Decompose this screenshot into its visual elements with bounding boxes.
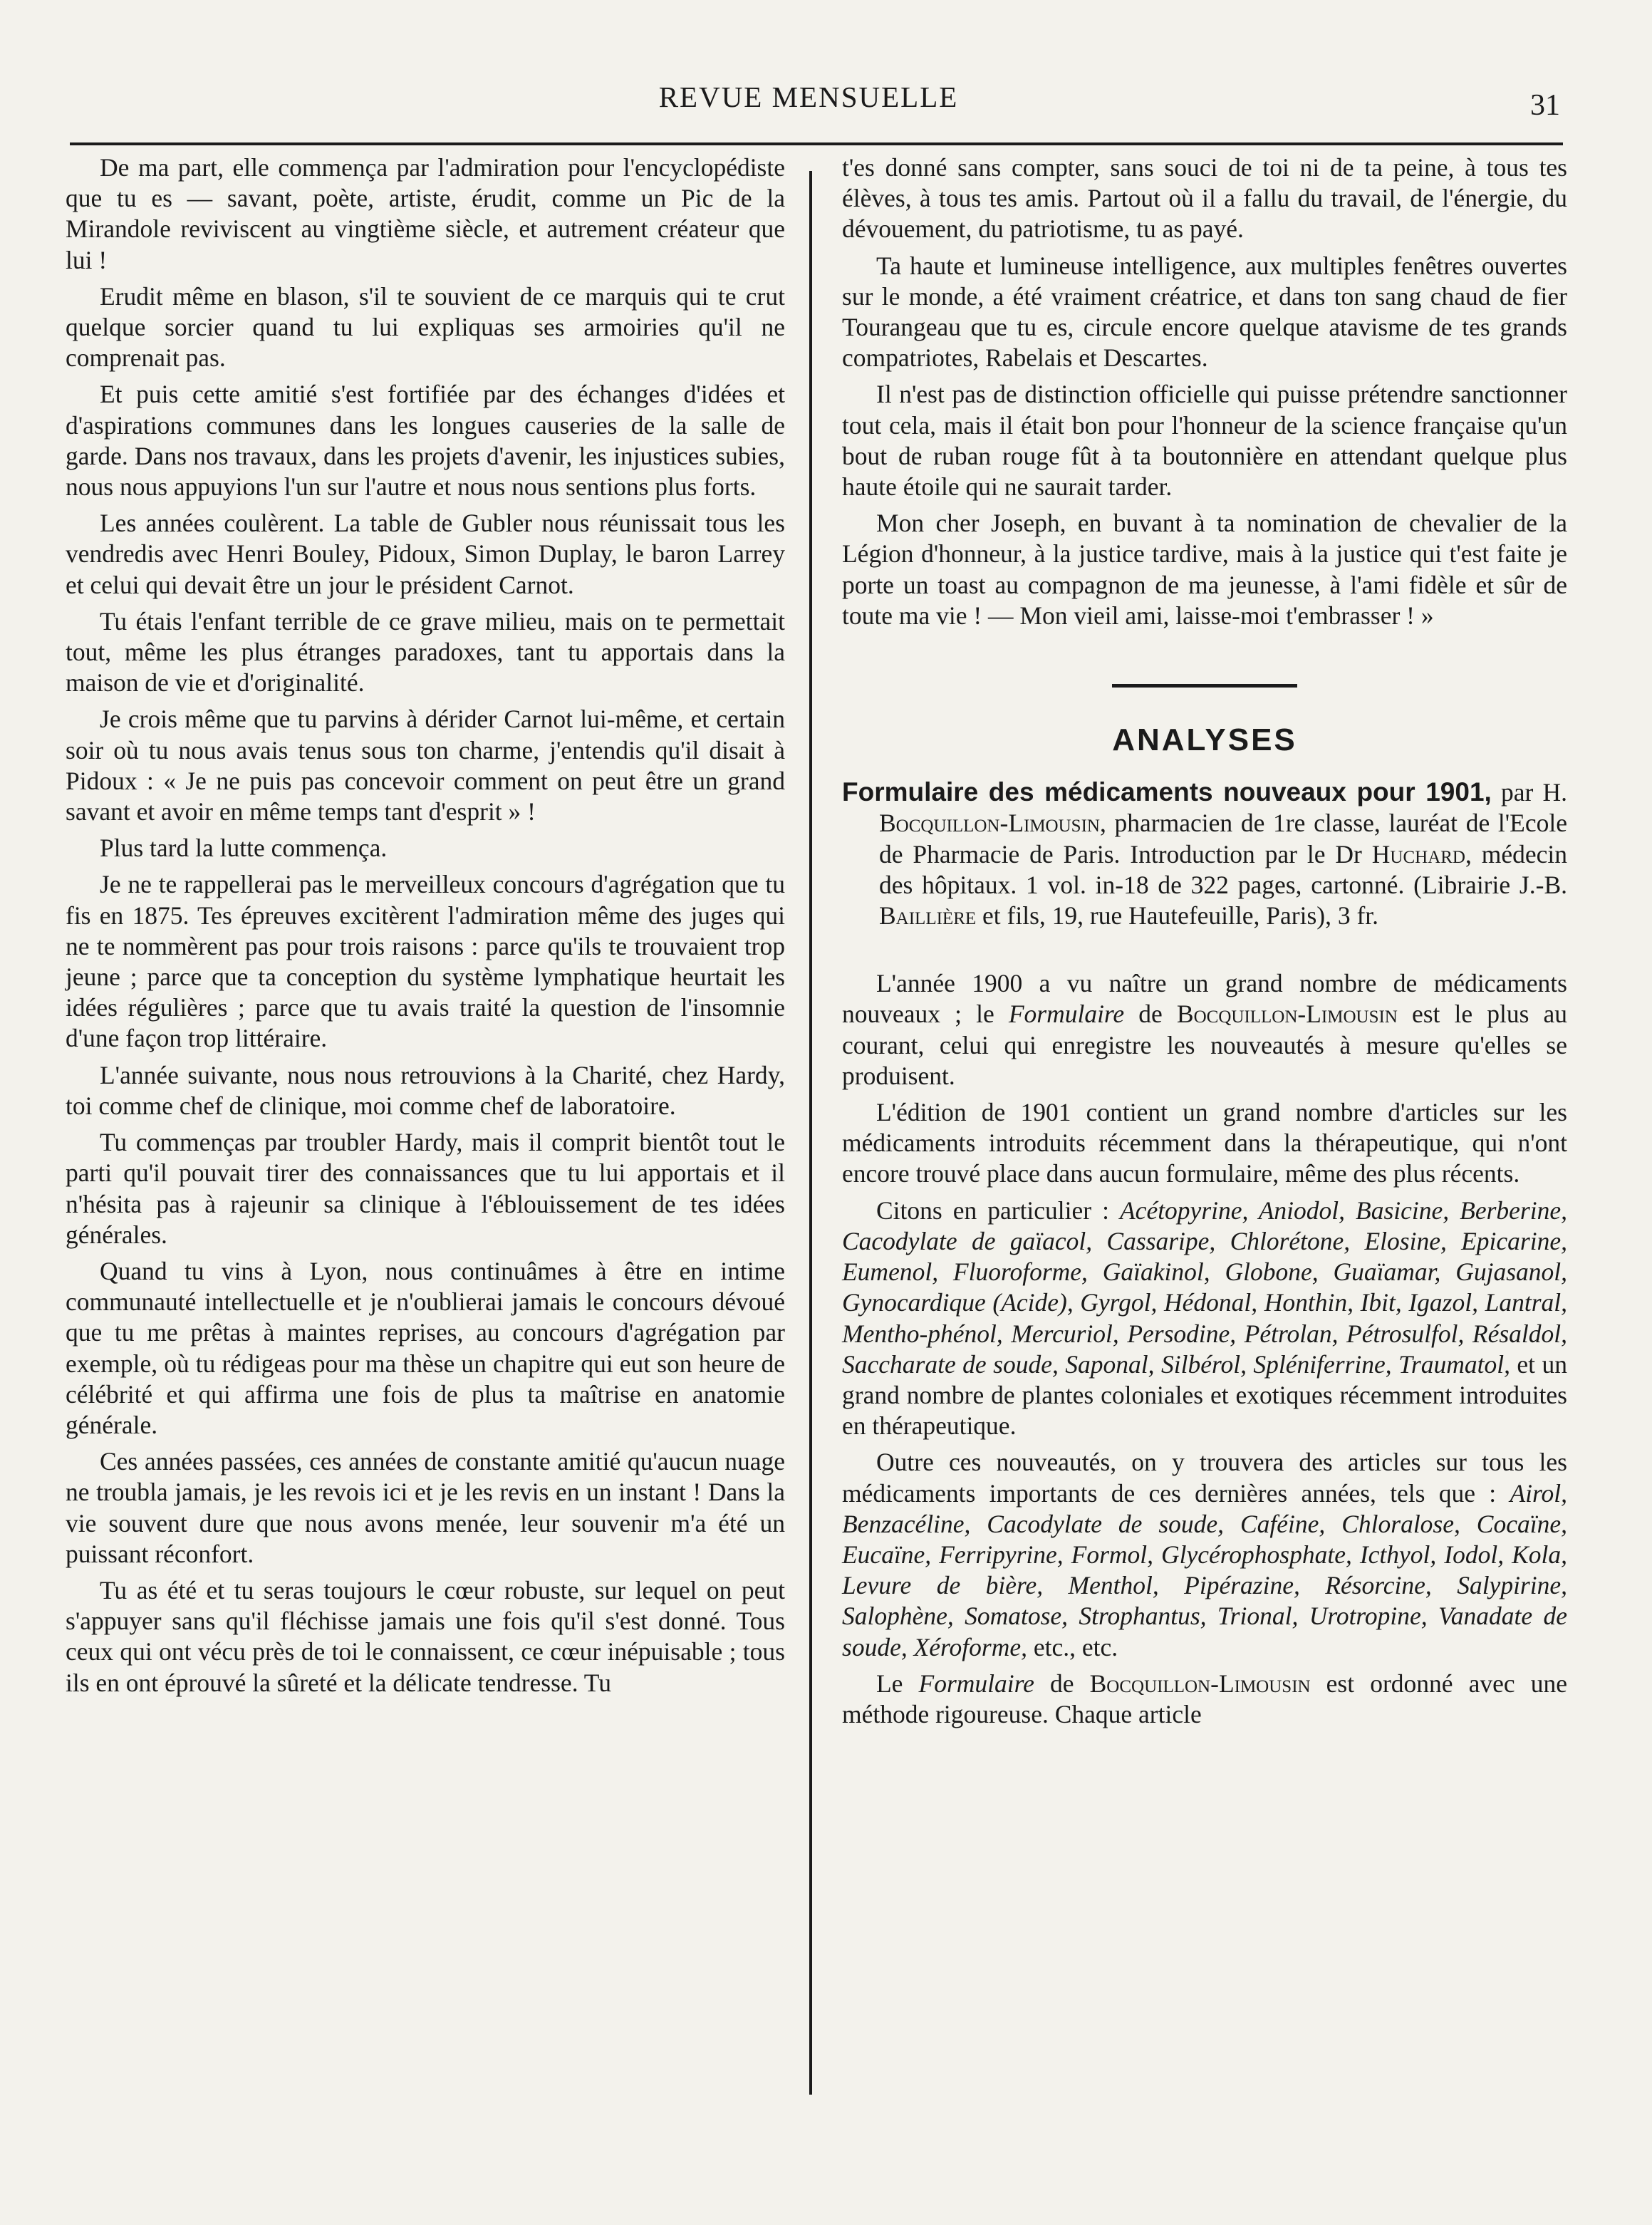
page-header (57, 80, 1560, 123)
text-run: est le plus au courant, celui qui enregistre les nouveautés à mesure qu'elles se produisent. (842, 1000, 1568, 1090)
author-name: H. Bocquillon-Limousin (879, 778, 1568, 838)
paragraph (842, 968, 1567, 1091)
paragraph: Je crois même que tu parvins à dérider Carnot lui-même, et certain soir où tu nous avais tenus sous ton charme, j'entendis qu'il disait à Pidoux : « Je ne puis pas concevoir comment on peut être un grand savant et avoir en même temps tant d'esprit » ! (66, 705, 785, 826)
paragraph: L'année suivante, nous nous retrouvions à la Charité, chez Hardy, toi comme chef de clinique, moi comme chef de laboratoire. (66, 1060, 785, 1120)
paragraph: Tu étais l'enfant terrible de ce grave milieu, mais on te permettait tout, même les plus étranges paradoxes, tant tu apportais dans la maison de vie et d'originalité. (66, 606, 785, 697)
text-run: et un grand nombre de plantes coloniales et exotiques récemment introduites en thérapeutique. (842, 1349, 1568, 1441)
paragraph: Tu commenças par troubler Hardy, mais il comprit bientôt tout le parti qu'il pouvait tirer des connaissances que tu lui apportais et il n'hésita pas à rajeunir sa clinique à l'éblouissement de tes idées générales. (66, 1128, 785, 1249)
book-par: par (1500, 778, 1534, 807)
drug-list: Acétopyrine, Aniodol, Basicine, Berberine, Cacodylate de gaïacol, Cassaripe, Chlorétone, Elosine, Epicarine, Eumenol, Fluoroforme, Gaïakinol, Globone, Guaïamar, Gujasanol, Gynocardique (Acide), Gyrgol, Hédonal, Honthin, Ibit, Igazol, Lantral, Mentho-phénol, Mercuriol, Persodine, Pétrolan, Pétrosulfol, Résaldol, Saccharate de soude, Saponal, Silbérol, Spléniferrine, Traumatol, (842, 1196, 1567, 1379)
paragraph: Il n'est pas de distinction officielle qui puisse prétendre sanctionner tout cela, mais il était bon pour l'honneur de la science française qu'un bout de ruban rouge fût à ta boutonnière en attendant quelque plus haute étoile qui ne saurait tarder. (842, 380, 1567, 502)
paragraph: Quand tu vins à Lyon, nous continuâmes à être en intime communauté intellectuelle et je n'oublierai jamais le concours dévoué que tu me prêtas à maintes reprises, au concours d'agrégation par exemple, où tu rédigeas pour ma thèse un chapitre qui eut son heure de célébrité et qui affirma une fois de plus ta maîtrise en anatomie générale. (66, 1256, 785, 1439)
paragraph: t'es donné sans compter, sans souci de toi ni de ta peine, à tous tes élèves, à tous tes amis. Partout où il a fallu du travail, de l'énergie, du dévouement, du patriotisme, tu as payé. (842, 153, 1567, 244)
text-run: Citons en particulier : (876, 1196, 1109, 1225)
text-run: Formulaire (918, 1669, 1034, 1698)
text-run: Formulaire (1008, 1000, 1125, 1029)
text-run: Bocquillon-Limousin (1089, 1669, 1311, 1698)
text-run: Outre ces nouveautés, on y trouvera des articles sur tous les médicaments importants de ces dernières années, tels que : (842, 1448, 1567, 1508)
text-run: Le (876, 1669, 903, 1698)
text-run: de (1138, 1000, 1163, 1029)
paragraph (842, 1669, 1567, 1730)
page-number: 31 (1530, 89, 1560, 122)
intro-author: Huchard (1371, 839, 1465, 868)
paragraph: L'édition de 1901 contient un grand nombre d'articles sur les médicaments introduits récemment dans la thérapeutique, qui n'ont encore trouvé place dans aucun formulaire, même des plus récents. (842, 1098, 1567, 1188)
paragraph: Ces années passées, ces années de constante amitié qu'aucun nuage ne troubla jamais, je les revois ici et je les revis en un instant ! Dans la vie souvent dure que nous avons menée, leur souvenir m'a été un puissant réconfort. (66, 1447, 785, 1568)
running-title: REVUE MENSUELLE (658, 81, 959, 113)
book-title: Formulaire des médicaments nouveaux pour 1901, (842, 777, 1492, 807)
text-run: etc., etc. (1033, 1632, 1118, 1661)
header-rule (70, 142, 1563, 145)
column-divider (809, 171, 812, 2095)
section-title: ANALYSES (1112, 722, 1297, 758)
paragraph: Erudit même en blason, s'il te souvient de ce marquis qui te crut quelque sorcier quand tu lui expliquas ses armoiries qu'il ne comprenait pas. (66, 281, 785, 373)
paragraph: Je ne te rappellerai pas le merveilleux concours d'agrégation que tu fis en 1875. Tes épreuves excitèrent l'admiration même des juges qui ne te nommèrent pas pour trois raisons : parce qu'ils te trouvaient trop jeune ; parce que ta conception du système lymphatique heurtait les idées régulières ; parce que tu avais traité la question de l'insomnie d'une façon trop littéraire. (66, 870, 785, 1053)
left-column (66, 152, 785, 1704)
publisher-description: et fils, 19, rue Hautefeuille, Paris), 3 fr. (982, 901, 1379, 930)
author-description: , pharmacien de 1re classe, lauréat de l'Ecole de Pharmacie de Paris. Introduction par le Dr (879, 809, 1567, 868)
bibliographic-entry (842, 777, 1567, 931)
paragraph: Tu as été et tu seras toujours le cœur robuste, sur lequel on peut s'appuyer sans qu'il fléchisse jamais une fois qu'il s'est donné. Tous ceux qui ont vécu près de toi le connaissent, ce cœur inépuisable ; tous ils en ont éprouvé la sûreté et la délicate tendresse. Tu (66, 1575, 785, 1697)
drug-list: Airol, Benzacéline, Cacodylate de soude, Caféine, Chloralose, Cocaïne, Eucaïne, Ferripyrine, Formol, Glycérophosphate, Icthyol, Iodol, Kola, Levure de bière, Menthol, Pipérazine, Résorcine, Salypirine, Salophène, Somatose, Strophantus, Trional, Urotropine, Vanadate de soude, Xéroforme, (842, 1478, 1567, 1661)
text-run: L'année 1900 a vu naître un grand nombre de médicaments nouveaux ; le (842, 969, 1567, 1029)
publisher-name: Baillière (879, 901, 977, 930)
paragraph: Plus tard la lutte commença. (100, 834, 388, 863)
section-rule (1112, 684, 1297, 688)
intro-description: , médecin des hôpitaux. 1 vol. in-18 de 322 pages, cartonné. (Librairie J.-B. (879, 839, 1568, 899)
paragraph: De ma part, elle commença par l'admiration pour l'encyclopédiste que tu es — savant, poète, artiste, érudit, comme un Pic de la Mirandole reviviscent au vingtième siècle, et autrement créateur que lui ! (66, 153, 785, 274)
paragraph: Ta haute et lumineuse intelligence, aux multiples fenêtres ouvertes sur le monde, a été vraiment créatrice, et dans ton sang chaud de fier Tourangeau que tu es, circule encore quelque atavisme de tes grands compatriotes, Rabelais et Descartes. (842, 251, 1567, 373)
paragraph: Et puis cette amitié s'est fortifiée par des échanges d'idées et d'aspirations communes dans les longues causeries de la salle de garde. Dans nos travaux, dans les projets d'avenir, les injustices subies, nous nous appuyions l'un sur l'autre et nous nous sentions plus forts. (66, 380, 785, 502)
text-run: Bocquillon-Limousin (1176, 1000, 1398, 1029)
paragraph: Mon cher Joseph, en buvant à ta nomination de chevalier de la Légion d'honneur, à la justice tardive, mais à la justice qui t'est faite je porte un toast au compagnon de ma jeunesse, à l'ami fidèle et sûr de toute ma vie ! — Mon vieil ami, laisse-moi t'embrasser ! » (842, 509, 1567, 630)
paragraph (842, 1196, 1567, 1442)
paragraph (842, 1447, 1567, 1662)
paragraph: Les années coulèrent. La table de Gubler nous réunissait tous les vendredis avec Henri Bouley, Pidoux, Simon Duplay, le baron Larrey et celui qui devait être un jour le président Carnot. (66, 509, 785, 599)
text-run: de (1050, 1669, 1074, 1698)
right-column (842, 152, 1567, 1736)
text-run: est ordonné avec une méthode rigoureuse. Chaque article (842, 1669, 1567, 1728)
